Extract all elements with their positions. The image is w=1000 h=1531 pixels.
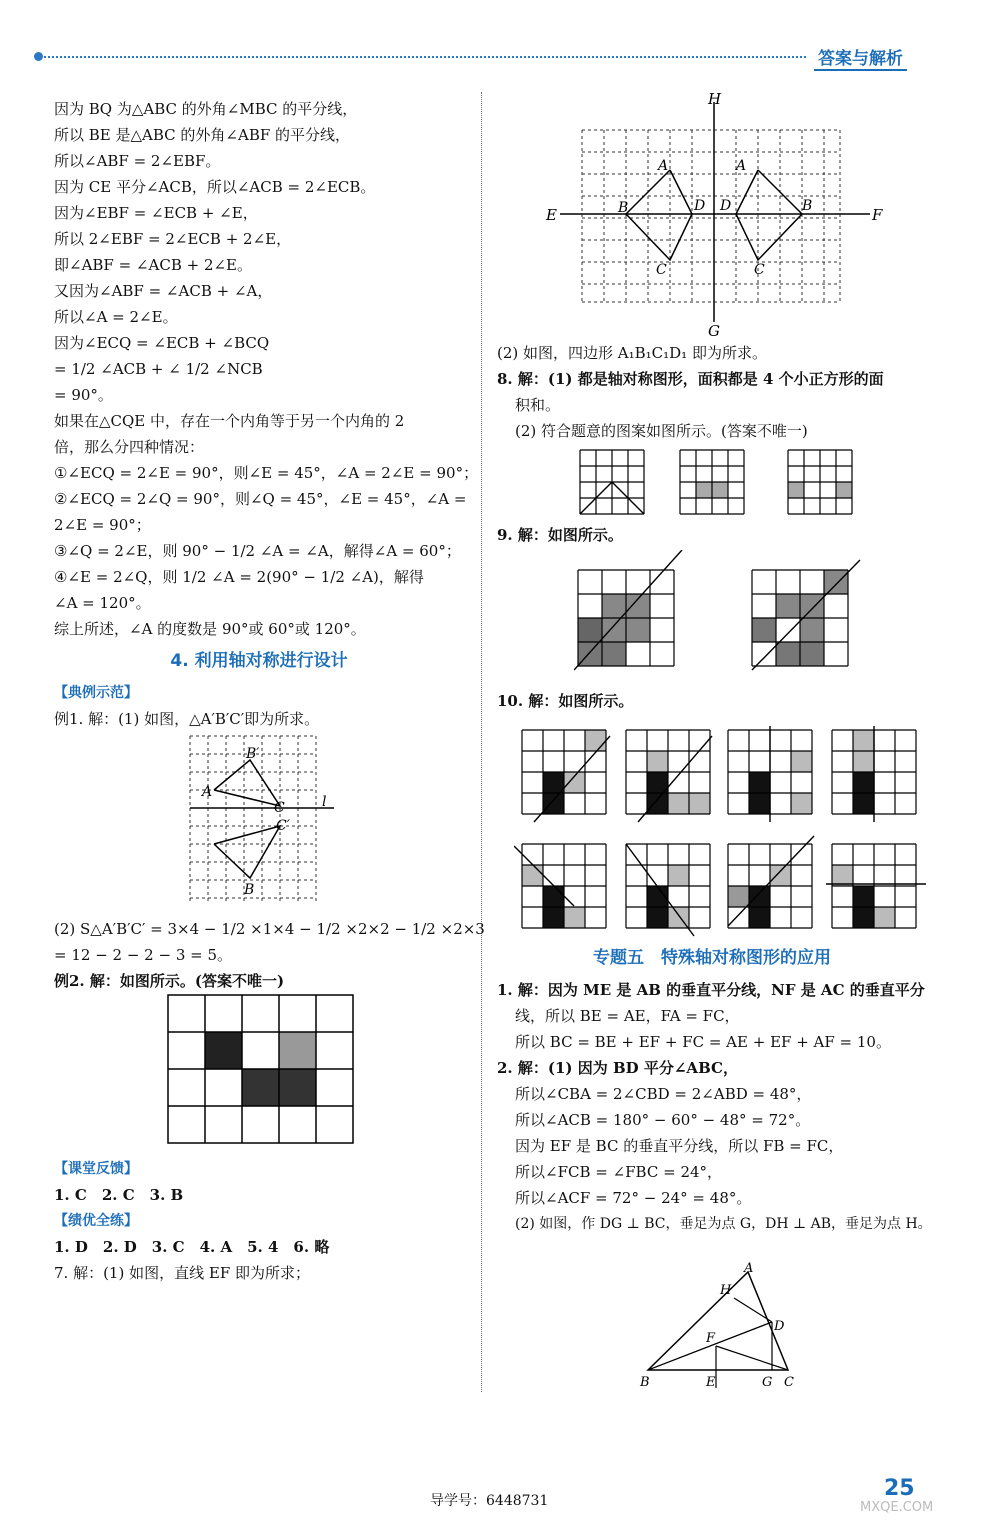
- tri-label-c: C: [784, 1375, 794, 1390]
- fig-label-d: D: [694, 198, 706, 214]
- proof-line: 所以∠A = 2∠E。: [54, 308, 178, 326]
- topic-title: 专题五 特殊轴对称图形的应用: [593, 948, 831, 968]
- fig-label-d1: D: [720, 198, 732, 214]
- t2-a: 2. 解：(1) 因为 BD 平分∠ABC，: [497, 1059, 738, 1077]
- fig-label-b: B: [618, 200, 629, 216]
- feedback-answers: 1. C 2. C 3. B: [54, 1186, 184, 1204]
- practice-answers: 1. D 2. D 3. C 4. A 5. 4 6. 略: [54, 1238, 330, 1256]
- proof-line: 综上所述，∠A 的度数是 90°或 60°或 120°。: [54, 620, 366, 638]
- tri-label-d: D: [774, 1319, 785, 1334]
- tri-label-g: G: [762, 1375, 773, 1390]
- ex1-figure: [184, 732, 364, 908]
- fig-label-a: A: [658, 158, 669, 174]
- proof-line: 所以 2∠EBF = 2∠ECB + 2∠E，: [54, 230, 292, 248]
- header-tag: 答案与解析: [814, 44, 907, 71]
- q8-text-a: 8. 解：(1) 都是轴对称图形，面积都是 4 个小正方形的面: [497, 370, 884, 388]
- t2-b: 所以∠CBA = 2∠CBD = 2∠ABD = 48°，: [515, 1085, 812, 1103]
- fig-label-a1: A: [736, 158, 747, 174]
- q9-grids: [574, 550, 864, 672]
- left-column: [54, 96, 485, 1286]
- t2-e: 所以∠FCB = ∠FBC = 24°，: [515, 1163, 723, 1181]
- ex1-label-b: B′: [246, 746, 260, 762]
- ex1-result: = 12 − 2 − 2 − 3 = 5。: [54, 946, 233, 964]
- ex2-text: 例2. 解：如图所示。(答案不唯一): [54, 972, 285, 990]
- t2-c: 所以∠ACB = 180° − 60° − 48° = 72°。: [515, 1111, 811, 1129]
- ex1-area: (2) S△A′B′C′ = 3×4 − 1/2 ×1×4 − 1/2 ×2×2 − 1/2 ×2×3: [54, 920, 485, 938]
- ex1-label-b2: B: [244, 882, 255, 898]
- fig-label-h: H: [708, 92, 722, 108]
- proof-line: 所以∠ABF = 2∠EBF。: [54, 152, 221, 170]
- ex2-figure: [164, 994, 364, 1148]
- q8-grids: [578, 448, 858, 520]
- page-number: 25: [884, 1476, 915, 1501]
- tag-practice: 【绩优全练】: [54, 1213, 138, 1229]
- proof-line: 如果在△CQE 中，存在一个内角等于另一个内角的 2: [54, 412, 405, 430]
- tri-label-a: A: [744, 1262, 754, 1276]
- q9-text: 9. 解：如图所示。: [497, 526, 623, 544]
- proof-lines: [54, 96, 479, 642]
- t2-f: 所以∠ACF = 72° − 24° = 48°。: [515, 1189, 752, 1207]
- watermark: MXQE.COM: [860, 1500, 934, 1515]
- ex1-label-c2: C′: [276, 818, 290, 834]
- tri-label-f: F: [706, 1331, 716, 1346]
- proof-line: 倍，那么分四种情况：: [54, 438, 205, 456]
- fig-label-g: G: [708, 322, 720, 340]
- q10-text: 10. 解：如图所示。: [497, 692, 634, 710]
- q8-text-b: 积和。: [515, 396, 561, 414]
- t2-g: (2) 如图，作 DG ⊥ BC，垂足为点 G，DH ⊥ AB，垂足为点 H。: [515, 1216, 932, 1232]
- proof-line: 即∠ABF = ∠ACB + 2∠E。: [54, 256, 253, 274]
- proof-line: 所以 BE 是△ABC 的外角∠ABF 的平分线，: [54, 126, 351, 144]
- proof-line: ②∠ECQ = 2∠Q = 90°，则∠Q = 45°，∠E = 45°，∠A =: [54, 490, 467, 508]
- proof-line: ④∠E = 2∠Q，则 1/2 ∠A = 2(90° − 1/2 ∠A)，解得: [54, 568, 424, 586]
- column-divider: [481, 92, 482, 1392]
- proof-line: ∠A = 120°。: [54, 594, 151, 612]
- ex1-label-c: C: [274, 800, 285, 816]
- t2-d: 因为 EF 是 BC 的垂直平分线，所以 FB = FC，: [515, 1137, 844, 1155]
- fig-label-e: E: [546, 206, 557, 224]
- q8-text-c: (2) 符合题意的图案如图所示。(答案不唯一): [515, 422, 808, 440]
- proof-line: 因为∠EBF = ∠ECB + ∠E，: [54, 204, 258, 222]
- fig-label-c1: C: [754, 262, 765, 278]
- header-rule: [36, 56, 806, 58]
- tri-label-e: E: [706, 1375, 716, 1390]
- guide-number: 导学号：6448731: [430, 1493, 549, 1509]
- tag-example: 【典例示范】: [54, 685, 138, 701]
- tag-feedback: 【课堂反馈】: [54, 1161, 138, 1177]
- q7-text: 7. 解：(1) 如图，直线 EF 即为所求；: [54, 1264, 310, 1282]
- proof-line: 因为 CE 平分∠ACB，所以∠ACB = 2∠ECB。: [54, 178, 376, 196]
- section-title: 4. 利用轴对称进行设计: [170, 651, 348, 671]
- proof-line: ③∠Q = 2∠E，则 90° − 1/2 ∠A = ∠A，解得∠A = 60°；: [54, 542, 461, 560]
- proof-line: = 90°。: [54, 386, 113, 404]
- ex1-label-l: l: [322, 794, 327, 810]
- proof-line: 又因为∠ABF = ∠ACB + ∠A，: [54, 282, 273, 300]
- symmetry-grid-figure: [540, 92, 900, 340]
- ex1-label-a: A: [202, 784, 213, 800]
- proof-line: ①∠ECQ = 2∠E = 90°，则∠E = 45°，∠A = 2∠E = 90°；: [54, 464, 479, 482]
- q7b-text: (2) 如图，四边形 A₁B₁C₁D₁ 即为所求。: [497, 344, 767, 362]
- fig-label-b1: B: [802, 198, 813, 214]
- fig-label-c: C: [656, 262, 667, 278]
- proof-line: 因为∠ECQ = ∠ECB + ∠BCQ: [54, 334, 270, 352]
- tri-label-h: H: [720, 1283, 732, 1298]
- proof-line: = 1/2 ∠ACB + ∠ 1/2 ∠NCB: [54, 360, 263, 378]
- q10-grids: [514, 726, 930, 938]
- t1-a: 1. 解：因为 ME 是 AB 的垂直平分线，NF 是 AC 的垂直平分: [497, 981, 925, 999]
- tri-label-b: B: [640, 1375, 650, 1390]
- fig-label-f: F: [872, 206, 883, 224]
- ex1-text: 例1. 解：(1) 如图，△A′B′C′即为所求。: [54, 710, 320, 728]
- proof-line: 因为 BQ 为△ABC 的外角∠MBC 的平分线，: [54, 100, 358, 118]
- triangle-figure: [636, 1262, 816, 1392]
- t1-b: 线，所以 BE = AE，FA = FC，: [515, 1007, 740, 1025]
- proof-line: 2∠E = 90°；: [54, 516, 151, 534]
- t1-c: 所以 BC = BE + EF + FC = AE + EF + AF = 10。: [515, 1033, 891, 1051]
